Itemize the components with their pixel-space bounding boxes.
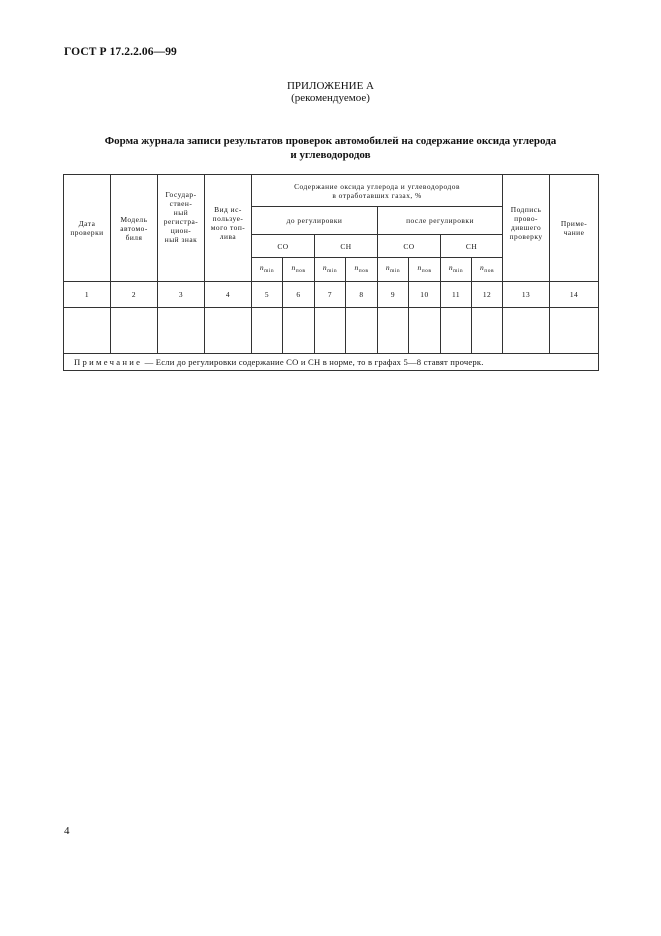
journal-table [63, 174, 599, 371]
header-content [252, 175, 503, 207]
form-title-line-1: Форма журнала записи результатов проверок автомобилей на содержание оксида углерода [104, 135, 557, 147]
form-title-line-2: и углеводородов [290, 149, 371, 161]
empty-cell [315, 308, 346, 354]
column-number: 4 [205, 282, 252, 308]
empty-cell [283, 308, 315, 354]
header-co-before: СО [252, 235, 315, 258]
appendix-subtitle: (рекомендуемое) [291, 92, 370, 104]
column-number: 8 [346, 282, 378, 308]
page-number: 4 [64, 825, 70, 837]
header-signature-line: дившего [510, 223, 542, 232]
header-fuel-line: мого топ- [210, 223, 246, 232]
header-n-min: $n_{min}$ [378, 258, 409, 282]
empty-cell [111, 308, 158, 354]
header-remark-line: Приме- [560, 219, 588, 228]
empty-cell [409, 308, 441, 354]
header-plate-line: регистра- [163, 217, 199, 226]
empty-data-row [64, 308, 599, 354]
header-remark-line: чание [563, 228, 585, 237]
header-ch-after: СН [441, 235, 503, 258]
column-number: 1 [64, 282, 111, 308]
column-number: 13 [503, 282, 550, 308]
empty-cell [158, 308, 205, 354]
column-number: 9 [378, 282, 409, 308]
header-plate [158, 175, 205, 282]
column-number: 6 [283, 282, 315, 308]
header-fuel-line: пользуе- [212, 214, 244, 223]
empty-cell [205, 308, 252, 354]
table-note [64, 354, 599, 371]
header-date [64, 175, 111, 282]
empty-cell [252, 308, 283, 354]
header-model-line: биля [125, 232, 143, 242]
empty-cell [378, 308, 409, 354]
column-number: 2 [111, 282, 158, 308]
header-plate-line: ствен- [169, 199, 193, 208]
header-signature-line: проверку [509, 232, 543, 241]
header-n-pov: $n_{пов}$ [472, 258, 503, 282]
header-signature-line: Подпись [510, 205, 542, 214]
header-model [111, 175, 158, 282]
column-number: 12 [472, 282, 503, 308]
appendix-title: ПРИЛОЖЕНИЕ А [286, 80, 374, 92]
header-n-pov: $n_{пов}$ [283, 258, 315, 282]
header-n-min: $n_{min}$ [441, 258, 472, 282]
note-text: — Если до регулировки содержание СО и СН в норме, то в графах 5—8 ставят прочерк. [142, 356, 484, 367]
column-number: 3 [158, 282, 205, 308]
column-number: 7 [315, 282, 346, 308]
column-number: 5 [252, 282, 283, 308]
header-plate-line: ный знак [164, 235, 198, 244]
header-plate-line: Государ- [165, 190, 197, 199]
header-content-line: в отработавших газах, % [332, 190, 422, 200]
header-model-line: Модель [120, 214, 148, 224]
empty-cell [346, 308, 378, 354]
header-date-line: Дата [78, 219, 96, 228]
header-co-after: СО [378, 235, 441, 258]
header-before-adjustment: до регулировки [252, 207, 378, 235]
column-number: 14 [550, 282, 599, 308]
header-plate-line: ный [173, 208, 189, 217]
empty-cell [441, 308, 472, 354]
header-fuel-line: Вид ис- [214, 205, 242, 214]
empty-cell [472, 308, 503, 354]
empty-cell [64, 308, 111, 354]
header-content-line: Содержание оксида углерода и углеводородов [294, 181, 460, 191]
form-title [60, 134, 601, 162]
document-code: ГОСТ Р 17.2.2.06—99 [64, 46, 177, 58]
appendix-heading [0, 80, 661, 104]
header-n-pov: $n_{пов}$ [346, 258, 378, 282]
header-date-line: проверки [70, 228, 104, 237]
note-label: Примечание [74, 356, 143, 367]
header-n-min: $n_{min}$ [252, 258, 283, 282]
header-fuel [205, 175, 252, 282]
column-number: 11 [441, 282, 472, 308]
header-n-min: $n_{min}$ [315, 258, 346, 282]
header-after-adjustment: после регулировки [378, 207, 503, 235]
header-remark [550, 175, 599, 282]
empty-cell [550, 308, 599, 354]
header-signature [503, 175, 550, 282]
header-n-pov: $n_{пов}$ [409, 258, 441, 282]
column-number: 10 [409, 282, 441, 308]
header-model-line: автомо- [120, 223, 148, 233]
header-plate-line: цион- [170, 226, 192, 235]
header-signature-line: прово- [514, 214, 539, 223]
header-ch-before: СН [315, 235, 378, 258]
header-fuel-line: лива [219, 232, 237, 241]
empty-cell [503, 308, 550, 354]
